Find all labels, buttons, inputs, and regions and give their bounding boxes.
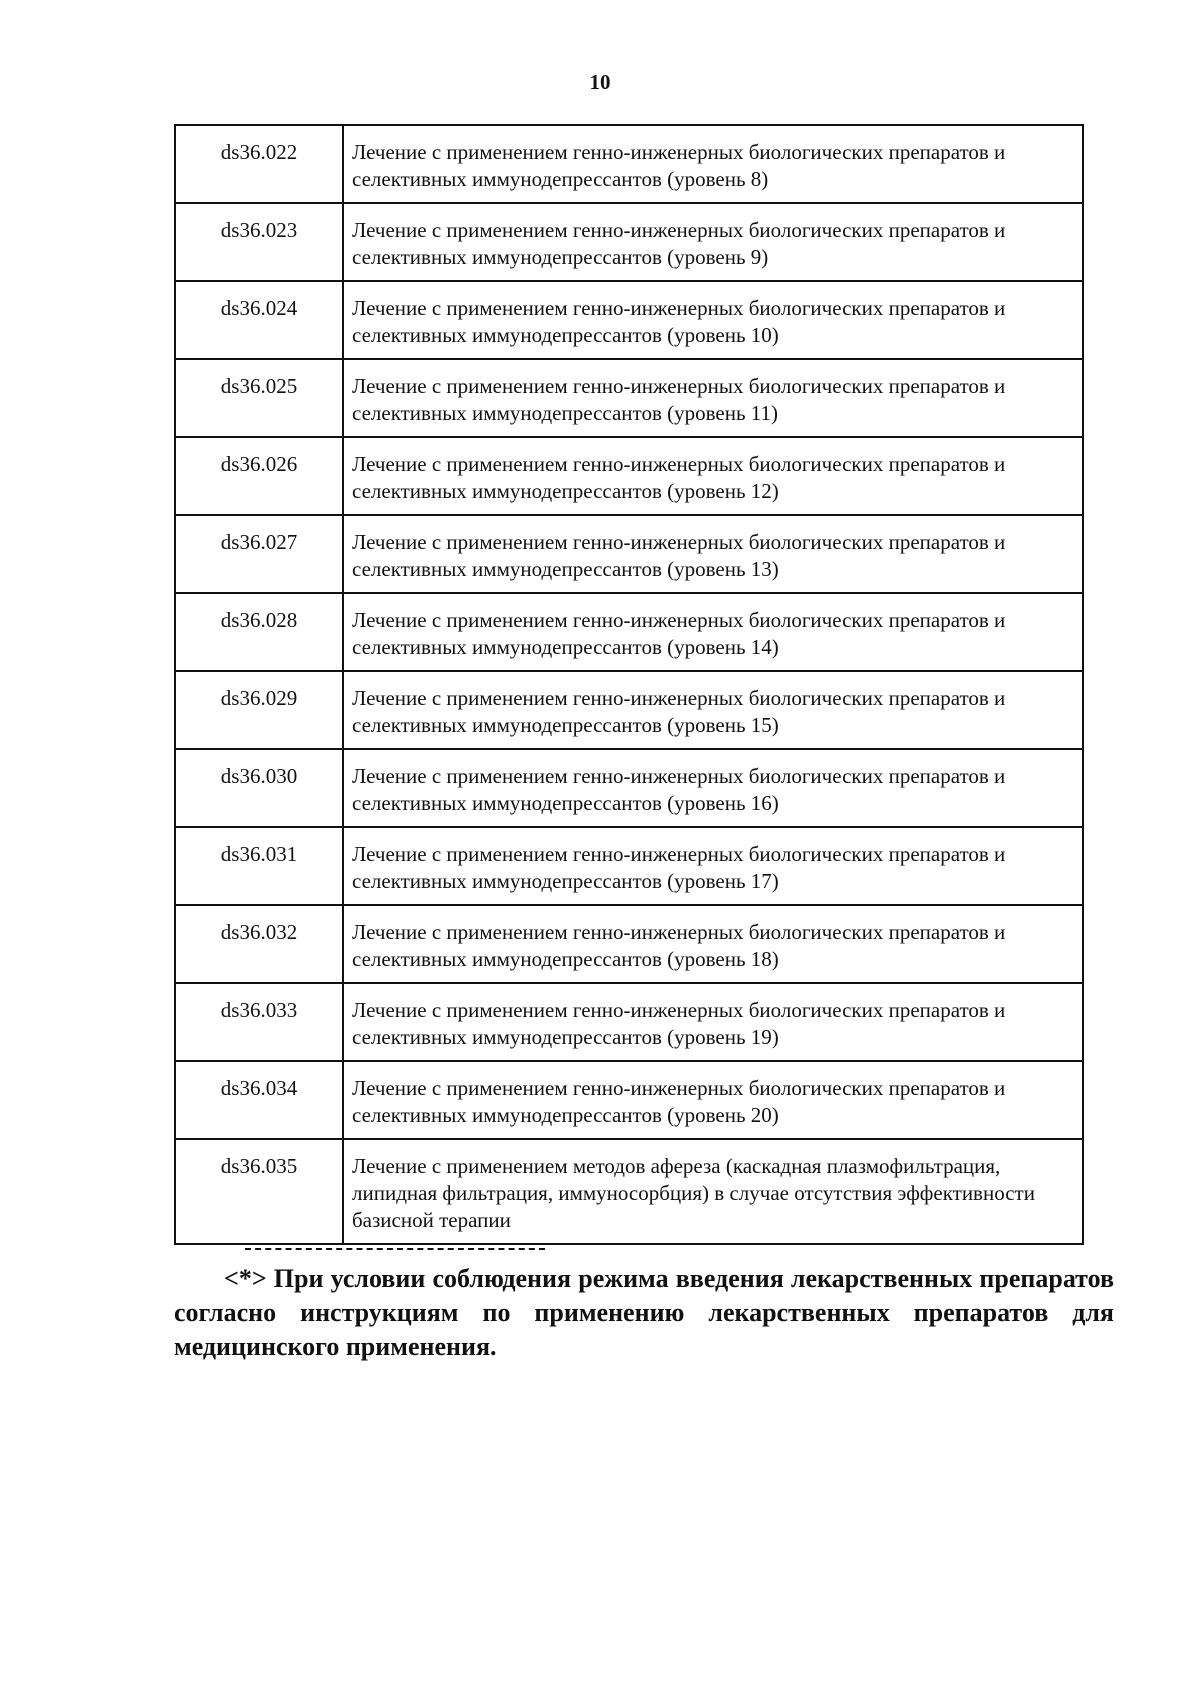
row-code: ds36.031	[175, 827, 343, 905]
row-code: ds36.035	[175, 1139, 343, 1244]
table-row	[175, 593, 1083, 671]
row-description: Лечение с применением генно-инженерных биологических препаратов и селективных иммунодепрессантов (уровень 13)	[343, 515, 1083, 593]
row-code: ds36.025	[175, 359, 343, 437]
row-description: Лечение с применением генно-инженерных биологических препаратов и селективных иммунодепрессантов (уровень 18)	[343, 905, 1083, 983]
row-description: Лечение с применением генно-инженерных биологических препаратов и селективных иммунодепрессантов (уровень 10)	[343, 281, 1083, 359]
row-code: ds36.030	[175, 749, 343, 827]
row-code: ds36.033	[175, 983, 343, 1061]
table-row	[175, 437, 1083, 515]
row-description: Лечение с применением генно-инженерных биологических препаратов и селективных иммунодепрессантов (уровень 20)	[343, 1061, 1083, 1139]
row-code: ds36.034	[175, 1061, 343, 1139]
table-row	[175, 827, 1083, 905]
row-code: ds36.023	[175, 203, 343, 281]
row-code: ds36.026	[175, 437, 343, 515]
row-description: Лечение с применением генно-инженерных биологических препаратов и селективных иммунодепрессантов (уровень 14)	[343, 593, 1083, 671]
row-code: ds36.024	[175, 281, 343, 359]
row-description: Лечение с применением генно-инженерных биологических препаратов и селективных иммунодепрессантов (уровень 11)	[343, 359, 1083, 437]
table-row	[175, 1061, 1083, 1139]
row-code: ds36.028	[175, 593, 343, 671]
row-description: Лечение с применением генно-инженерных биологических препаратов и селективных иммунодепрессантов (уровень 12)	[343, 437, 1083, 515]
row-code: ds36.029	[175, 671, 343, 749]
table-row	[175, 515, 1083, 593]
table-row	[175, 1139, 1083, 1244]
table-row	[175, 749, 1083, 827]
row-description: Лечение с применением генно-инженерных биологических препаратов и селективных иммунодепрессантов (уровень 8)	[343, 125, 1083, 203]
page-number: 10	[589, 70, 611, 94]
table-row	[175, 671, 1083, 749]
table-row	[175, 359, 1083, 437]
table-row	[175, 203, 1083, 281]
row-code: ds36.032	[175, 905, 343, 983]
table-row	[175, 125, 1083, 203]
row-description: Лечение с применением генно-инженерных биологических препаратов и селективных иммунодепрессантов (уровень 19)	[343, 983, 1083, 1061]
row-description: Лечение с применением генно-инженерных биологических препаратов и селективных иммунодепрессантов (уровень 9)	[343, 203, 1083, 281]
footnote-separator	[245, 1248, 545, 1250]
table-row	[175, 281, 1083, 359]
table-row	[175, 905, 1083, 983]
table-row	[175, 983, 1083, 1061]
row-description: Лечение с применением генно-инженерных биологических препаратов и селективных иммунодепрессантов (уровень 16)	[343, 749, 1083, 827]
row-description: Лечение с применением генно-инженерных биологических препаратов и селективных иммунодепрессантов (уровень 15)	[343, 671, 1083, 749]
row-code: ds36.022	[175, 125, 343, 203]
codes-table	[174, 124, 1084, 1245]
row-description: Лечение с применением методов афереза (каскадная плазмофильтрация, липидная фильтрация, иммуносорбция) в случае отсутствия эффективности базисной терапии	[343, 1139, 1083, 1244]
row-code: ds36.027	[175, 515, 343, 593]
row-description: Лечение с применением генно-инженерных биологических препаратов и селективных иммунодепрессантов (уровень 17)	[343, 827, 1083, 905]
footnote-text: <*> При условии соблюдения режима введения лекарственных препаратов согласно инструкциям по применению лекарственных препаратов для медицинского применения.	[174, 1264, 1114, 1361]
